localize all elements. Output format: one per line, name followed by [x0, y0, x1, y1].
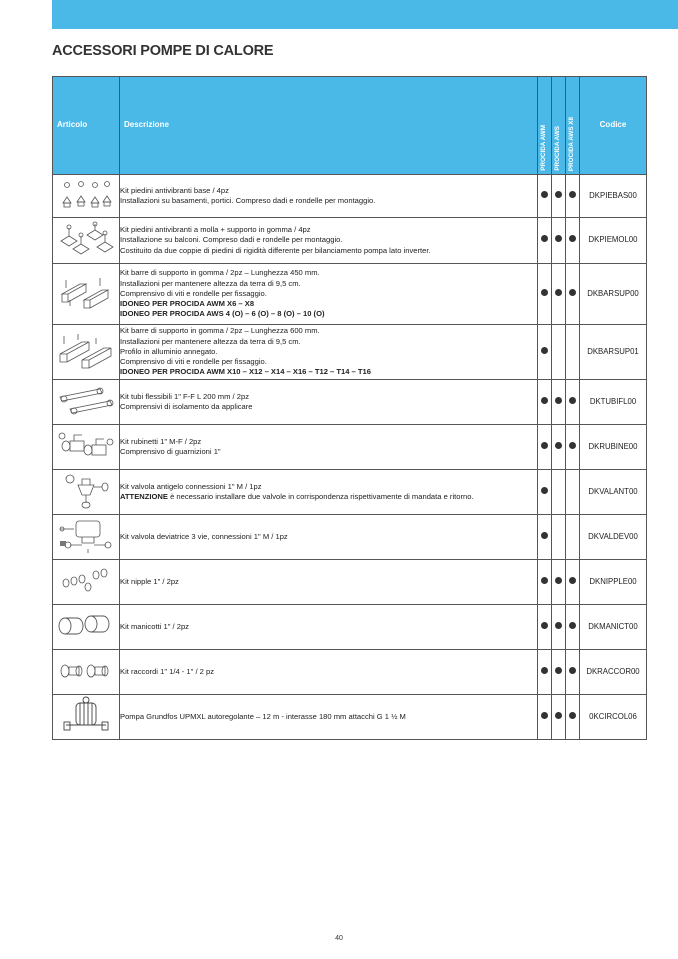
compatibility-cell — [552, 218, 566, 264]
compatible-dot-icon — [555, 442, 562, 449]
compatibility-cell — [566, 560, 580, 605]
description-cell — [120, 325, 538, 380]
compatible-dot-icon — [541, 347, 548, 354]
top-color-band — [52, 0, 678, 29]
compatibility-cell — [538, 264, 552, 325]
compatibility-cell — [552, 325, 566, 380]
description-cell — [120, 605, 538, 650]
header-articolo: Articolo — [53, 77, 120, 175]
description-line: Installazioni per mantenere altezza da terra di 9,5 cm. — [120, 278, 301, 288]
compatible-dot-icon — [541, 667, 548, 674]
compatibility-cell — [552, 605, 566, 650]
compatible-dot-icon — [541, 712, 548, 719]
compatibility-cell — [566, 605, 580, 650]
compatibility-cell — [538, 650, 552, 695]
compatibility-cell — [566, 175, 580, 218]
table-row — [53, 560, 647, 605]
description-cell — [120, 650, 538, 695]
product-code: DKRACCOR00 — [580, 650, 647, 695]
description-line: Pompa Grundfos UPMXL autoregolante – 12 m - interasse 180 mm attacchi G 1 ½ M — [120, 711, 406, 721]
antifreeze-valve-icon — [53, 470, 120, 515]
product-code: DKTUBIFL00 — [580, 380, 647, 425]
compatibility-cell — [538, 560, 552, 605]
compatibility-cell — [566, 470, 580, 515]
header-codice: Codice — [580, 77, 647, 175]
compatible-dot-icon — [555, 191, 562, 198]
compatible-dot-icon — [555, 712, 562, 719]
description-line: IDONEO PER PROCIDA AWM X6 – X8 — [120, 299, 255, 309]
diverter-valve-icon — [53, 515, 120, 560]
description-line: IDONEO PER PROCIDA AWM X10 – X12 – X14 – X16 – T12 – T14 – T16 — [120, 367, 371, 377]
page-number: 40 — [335, 935, 343, 942]
header-procida-aws-x8: PROCIDA AWS X8 — [566, 77, 580, 175]
compatible-dot-icon — [569, 289, 576, 296]
description-line: Kit piedini antivibranti a molla + supporto in gomma / 4pz — [120, 225, 311, 235]
sleeves-icon — [53, 605, 120, 650]
description-line: Profilo in alluminio annegato. — [120, 346, 218, 356]
table-header-row — [53, 77, 647, 175]
description-cell — [120, 175, 538, 218]
compatible-dot-icon — [569, 235, 576, 242]
compatible-dot-icon — [541, 235, 548, 242]
description-line: IDONEO PER PROCIDA AWS 4 (O) – 6 (O) – 8 (O) – 10 (O) — [120, 309, 325, 319]
description-line: Installazioni per mantenere altezza da terra di 9,5 cm. — [120, 336, 301, 346]
compatibility-cell — [566, 695, 580, 740]
table-row — [53, 515, 647, 560]
compatibility-cell — [538, 325, 552, 380]
compatibility-cell — [552, 695, 566, 740]
compatibility-cell — [566, 264, 580, 325]
nipple-icon — [53, 560, 120, 605]
table-row — [53, 175, 647, 218]
compatibility-cell — [566, 218, 580, 264]
product-code: DKPIEBAS00 — [580, 175, 647, 218]
description-line: Kit valvola antigelo connessioni 1" M / 1pz — [120, 481, 262, 491]
flexible-hoses-icon — [53, 380, 120, 425]
table-row — [53, 380, 647, 425]
description-line: Comprensivo di viti e rondelle per fissaggio. — [120, 288, 267, 298]
compatible-dot-icon — [541, 622, 548, 629]
compatibility-cell — [566, 515, 580, 560]
table-row — [53, 325, 647, 380]
aluminium-bars-icon — [53, 325, 120, 380]
table-row — [53, 218, 647, 264]
product-code: DKVALANT00 — [580, 470, 647, 515]
compatible-dot-icon — [569, 622, 576, 629]
compatible-dot-icon — [569, 442, 576, 449]
product-code: DKRUBINE00 — [580, 425, 647, 470]
compatibility-cell — [538, 695, 552, 740]
compatibility-cell — [538, 218, 552, 264]
compatibility-cell — [538, 515, 552, 560]
compatible-dot-icon — [569, 712, 576, 719]
ball-valves-icon — [53, 425, 120, 470]
compatibility-cell — [552, 175, 566, 218]
compatible-dot-icon — [569, 397, 576, 404]
table-row — [53, 470, 647, 515]
vibration-feet-base-icon — [53, 175, 120, 218]
table-row — [53, 425, 647, 470]
header-procida-awm: PROCIDA AWM — [538, 77, 552, 175]
compatibility-cell — [552, 264, 566, 325]
description-line: Installazione su balconi. Compreso dadi e rondelle per montaggio. — [120, 235, 343, 245]
compatibility-cell — [538, 175, 552, 218]
compatibility-cell — [552, 515, 566, 560]
product-code: DKPIEMOL00 — [580, 218, 647, 264]
product-code: DKBARSUP00 — [580, 264, 647, 325]
compatibility-cell — [552, 380, 566, 425]
description-cell — [120, 380, 538, 425]
description-cell — [120, 425, 538, 470]
compatible-dot-icon — [541, 289, 548, 296]
compatible-dot-icon — [555, 235, 562, 242]
description-line: Kit raccordi 1" 1/4 - 1" / 2 pz — [120, 666, 215, 676]
compatibility-cell — [538, 380, 552, 425]
compatibility-cell — [538, 470, 552, 515]
description-line: Costituito da due coppie di piedini di rigidità differente per bilanciamento pompa lato inverter. — [120, 245, 431, 255]
compatibility-cell — [566, 325, 580, 380]
table-row — [53, 605, 647, 650]
description-line: Comprensivo di viti e rondelle per fissaggio. — [120, 357, 267, 367]
description-line: Kit barre di supporto in gomma / 2pz – Lunghezza 600 mm. — [120, 326, 320, 336]
description-cell — [120, 470, 538, 515]
table-row — [53, 695, 647, 740]
description-line-emphasis: ATTENZIONE — [120, 492, 168, 501]
description-line: Kit tubi flessibili 1" F-F L 200 mm / 2pz — [120, 391, 250, 401]
description-line: Kit piedini antivibranti base / 4pz — [120, 185, 229, 195]
description-line-text: è necessario installare due valvole in corrispondenza rispettivamente di mandata e ritorno. — [167, 492, 474, 501]
header-procida-aws: PROCIDA AWS — [552, 77, 566, 175]
product-code: 0KCIRCOL06 — [580, 695, 647, 740]
description-line: Kit nipple 1" / 2pz — [120, 576, 179, 586]
page-title: ACCESSORI POMPE DI CALORE — [52, 43, 274, 59]
compatible-dot-icon — [541, 532, 548, 539]
compatible-dot-icon — [569, 191, 576, 198]
description-cell — [120, 515, 538, 560]
compatible-dot-icon — [555, 667, 562, 674]
compatibility-cell — [538, 605, 552, 650]
compatibility-cell — [552, 560, 566, 605]
table-row — [53, 264, 647, 325]
compatible-dot-icon — [555, 622, 562, 629]
product-code: DKVALDEV00 — [580, 515, 647, 560]
compatible-dot-icon — [541, 577, 548, 584]
description-line — [120, 492, 537, 502]
compatible-dot-icon — [541, 487, 548, 494]
rubber-bars-icon — [53, 264, 120, 325]
description-line: Kit rubinetti 1" M-F / 2pz — [120, 436, 202, 446]
fittings-icon — [53, 650, 120, 695]
compatible-dot-icon — [555, 397, 562, 404]
header-descrizione: Descrizione — [120, 77, 538, 175]
compatible-dot-icon — [555, 289, 562, 296]
description-cell — [120, 264, 538, 325]
product-code: DKBARSUP01 — [580, 325, 647, 380]
description-cell — [120, 695, 538, 740]
compatible-dot-icon — [569, 577, 576, 584]
description-cell — [120, 560, 538, 605]
compatibility-cell — [566, 380, 580, 425]
compatibility-cell — [538, 425, 552, 470]
compatible-dot-icon — [569, 667, 576, 674]
description-line: Kit barre di supporto in gomma / 2pz – Lunghezza 450 mm. — [120, 268, 320, 278]
description-line: Installazioni su basamenti, portici. Compreso dadi e rondelle per montaggio. — [120, 196, 376, 205]
description-line: Comprensivi di isolamento da applicare — [120, 402, 253, 411]
accessories-table — [52, 76, 647, 740]
compatibility-cell — [552, 650, 566, 695]
spring-feet-icon — [53, 218, 120, 264]
description-line: Kit valvola deviatrice 3 vie, connessioni 1" M / 1pz — [120, 531, 288, 541]
compatibility-cell — [552, 425, 566, 470]
compatibility-cell — [552, 470, 566, 515]
compatibility-cell — [566, 650, 580, 695]
product-code: DKNIPPLE00 — [580, 560, 647, 605]
circulation-pump-icon — [53, 695, 120, 740]
description-line: Kit manicotti 1" / 2pz — [120, 621, 189, 631]
compatible-dot-icon — [541, 191, 548, 198]
compatibility-cell — [566, 425, 580, 470]
product-code: DKMANICT00 — [580, 605, 647, 650]
table-row — [53, 650, 647, 695]
compatible-dot-icon — [555, 577, 562, 584]
description-cell — [120, 218, 538, 264]
compatible-dot-icon — [541, 442, 548, 449]
description-line: Comprensivo di guarnizioni 1" — [120, 447, 221, 456]
compatible-dot-icon — [541, 397, 548, 404]
